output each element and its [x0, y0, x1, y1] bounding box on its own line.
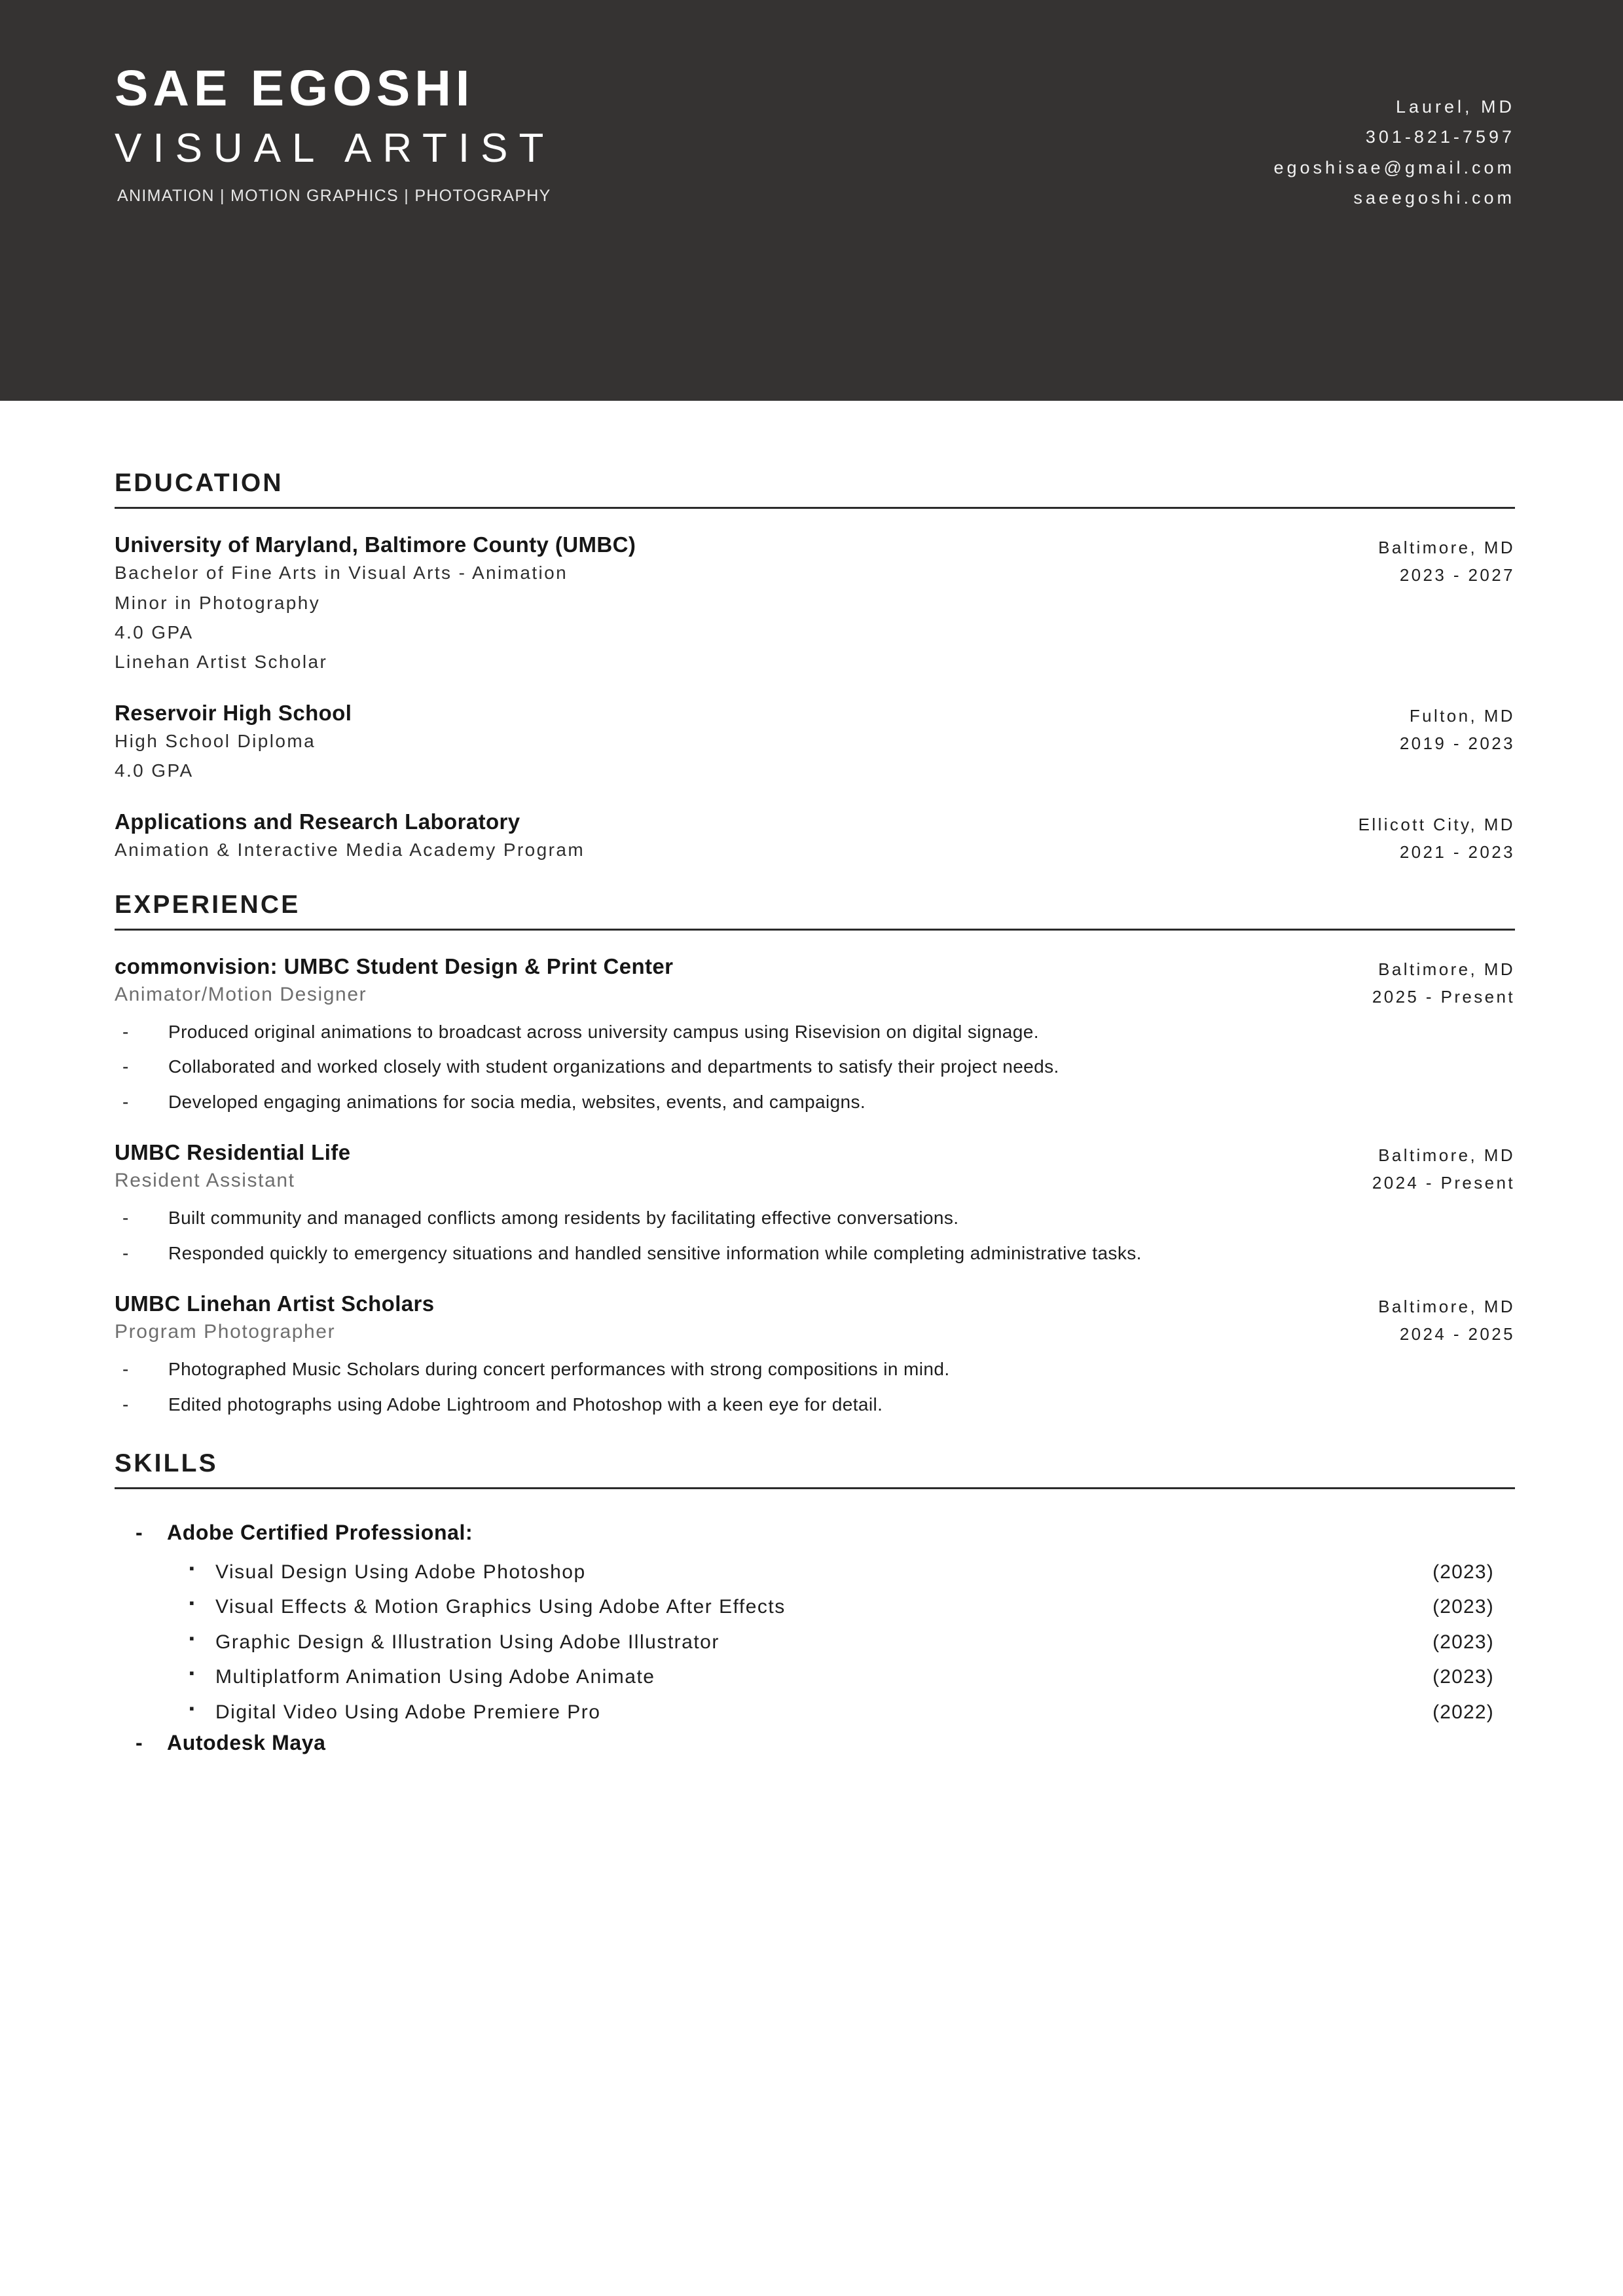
skill-item: [136, 1597, 1515, 1618]
experience-location: Baltimore, MD: [1378, 1297, 1515, 1317]
education-dates: 2021 - 2023: [1399, 842, 1515, 862]
experience-org: commonvision: UMBC Student Design & Print Center: [115, 954, 674, 978]
experience-bullet: - Developed engaging animations for socia media, websites, events, and campaigns.: [115, 1087, 1515, 1117]
experience-location: Baltimore, MD: [1378, 959, 1515, 979]
education-org: Reservoir High School: [115, 700, 352, 725]
skill-item: [136, 1667, 1515, 1688]
skill-year: (2023): [1432, 1561, 1494, 1583]
education-detail: Minor in Photography: [115, 592, 321, 613]
skill-year: (2023): [1432, 1596, 1494, 1618]
skill-name: ▪ Graphic Design & Illustration Using Adobe Illustrator: [215, 1631, 720, 1653]
education-detail: Animation & Interactive Media Academy Program: [115, 839, 585, 860]
skill-group-label: - Autodesk Maya: [136, 1727, 1515, 1758]
contact-phone[interactable]: 301-821-7597: [1365, 127, 1515, 147]
experience-bullet: - Responded quickly to emergency situations and handled sensitive information while completing administrative tasks.: [115, 1238, 1515, 1268]
experience-bullet-list: [115, 1354, 1515, 1419]
experience-entry: [115, 1139, 1515, 1268]
experience-dates: 2025 - Present: [1372, 986, 1515, 1007]
section-divider-education: [115, 507, 1515, 509]
contact-website[interactable]: saeegoshi.com: [1353, 188, 1515, 208]
experience-bullet-list: [115, 1203, 1515, 1268]
section-title-skills: SKILLS: [115, 1449, 218, 1478]
education-location: Baltimore, MD: [1378, 538, 1515, 557]
education-org: University of Maryland, Baltimore County (UMBC): [115, 532, 636, 557]
skill-year: (2023): [1432, 1666, 1494, 1688]
skill-item: [136, 1702, 1515, 1723]
skill-group-label: - Adobe Certified Professional:: [136, 1517, 1515, 1548]
experience-role: Animator/Motion Designer: [115, 984, 367, 1006]
section-skills: [115, 1419, 1515, 1758]
experience-bullet: - Built community and managed conflicts among residents by facilitating effective conversations.: [115, 1203, 1515, 1232]
education-dates: 2023 - 2027: [1399, 565, 1515, 585]
skill-name: ▪ Digital Video Using Adobe Premiere Pro: [215, 1701, 601, 1723]
section-education: [115, 401, 1515, 866]
education-entry: [115, 808, 1515, 866]
skill-item: [136, 1632, 1515, 1653]
candidate-specialties: ANIMATION | MOTION GRAPHICS | PHOTOGRAPHY: [117, 186, 551, 205]
experience-org: UMBC Residential Life: [115, 1140, 351, 1165]
experience-role: Program Photographer: [115, 1321, 336, 1343]
skill-year: (2023): [1432, 1631, 1494, 1653]
education-location: Fulton, MD: [1409, 705, 1515, 726]
education-detail: 4.0 GPA: [115, 621, 194, 642]
experience-entry: [115, 953, 1515, 1117]
section-title-education: EDUCATION: [115, 469, 283, 497]
skill-group: [115, 1727, 1515, 1758]
experience-bullet: - Edited photographs using Adobe Lightroom and Photoshop with a keen eye for detail.: [115, 1390, 1515, 1419]
skill-item: [136, 1562, 1515, 1583]
skill-name: ▪ Visual Design Using Adobe Photoshop: [215, 1561, 586, 1583]
skill-name: ▪ Visual Effects & Motion Graphics Using Adobe After Effects: [215, 1596, 786, 1618]
skill-name: ▪ Multiplatform Animation Using Adobe Animate: [215, 1666, 655, 1688]
experience-bullet: - Photographed Music Scholars during concert performances with strong compositions in mind.: [115, 1354, 1515, 1384]
header-identity: [115, 0, 555, 206]
resume-body: [0, 401, 1623, 1758]
experience-role: Resident Assistant: [115, 1170, 295, 1192]
education-detail: 4.0 GPA: [115, 760, 194, 781]
section-experience: [115, 866, 1515, 1419]
experience-bullet-list: [115, 1017, 1515, 1117]
experience-entry: [115, 1290, 1515, 1419]
skill-year: (2022): [1432, 1701, 1494, 1723]
header-contact: [1273, 0, 1515, 213]
skills-body: [115, 1489, 1515, 1758]
candidate-role: VISUAL ARTIST: [115, 125, 555, 171]
experience-dates: 2024 - Present: [1372, 1173, 1515, 1193]
education-dates: 2019 - 2023: [1399, 733, 1515, 753]
education-location: Ellicott City, MD: [1358, 814, 1515, 834]
experience-dates: 2024 - 2025: [1399, 1324, 1515, 1344]
experience-bullet: - Produced original animations to broadcast across university campus using Risevision on digital signage.: [115, 1017, 1515, 1046]
education-detail: Bachelor of Fine Arts in Visual Arts - Animation: [115, 563, 568, 583]
experience-org: UMBC Linehan Artist Scholars: [115, 1291, 435, 1316]
skill-item-list: [136, 1562, 1515, 1723]
resume-header: [0, 0, 1623, 401]
education-entry: [115, 531, 1515, 677]
education-detail: Linehan Artist Scholar: [115, 652, 328, 673]
section-divider-experience: [115, 929, 1515, 931]
skill-group: [115, 1517, 1515, 1723]
candidate-name: SAE EGOSHI: [115, 60, 475, 117]
experience-location: Baltimore, MD: [1378, 1145, 1515, 1166]
education-entry: [115, 699, 1515, 786]
contact-location: Laurel, MD: [1395, 97, 1515, 117]
education-org: Applications and Research Laboratory: [115, 809, 520, 834]
education-detail: High School Diploma: [115, 730, 316, 751]
experience-bullet: - Collaborated and worked closely with student organizations and departments to satisfy their project needs.: [115, 1052, 1515, 1081]
contact-email[interactable]: egoshisae@gmail.com: [1273, 157, 1515, 177]
section-title-experience: EXPERIENCE: [115, 890, 301, 919]
